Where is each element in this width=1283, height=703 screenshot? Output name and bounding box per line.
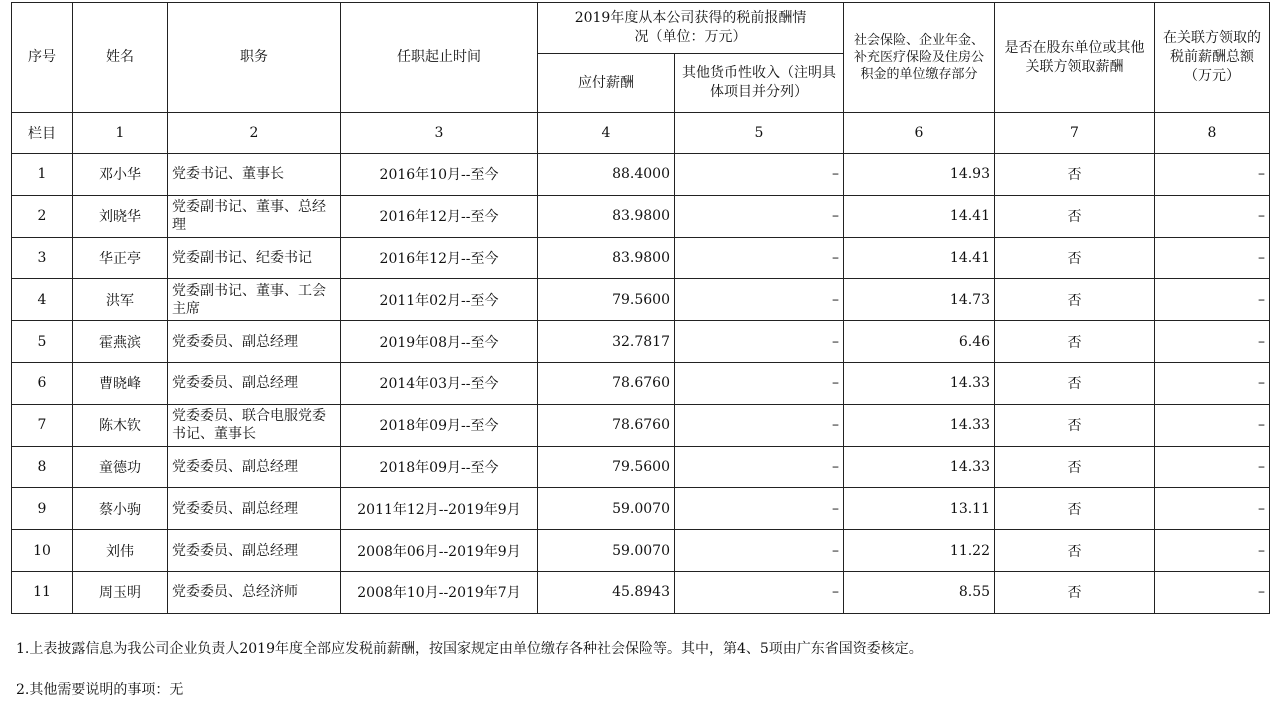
cell-shareholder-pay: 否 (995, 446, 1155, 488)
column-number: 1 (73, 113, 168, 154)
cell-seq: 9 (12, 488, 73, 530)
cell-social-insurance: 11.22 (844, 530, 995, 572)
cell-name: 周玉明 (73, 571, 168, 613)
cell-social-insurance: 14.33 (844, 446, 995, 488)
header-name: 姓名 (73, 3, 168, 113)
table-row (12, 195, 1270, 237)
table-row (12, 321, 1270, 363)
cell-related-total: – (1155, 279, 1270, 321)
cell-social-insurance: 14.41 (844, 195, 995, 237)
cell-other-income: – (675, 446, 844, 488)
cell-shareholder-pay: 否 (995, 321, 1155, 363)
table-row (12, 154, 1270, 196)
cell-other-income: – (675, 571, 844, 613)
cell-position: 党委委员、总经济师 (168, 571, 341, 613)
cell-social-insurance: 14.41 (844, 237, 995, 279)
cell-position: 党委委员、副总经理 (168, 362, 341, 404)
cell-name: 刘伟 (73, 530, 168, 572)
cell-payable: 88.4000 (538, 154, 675, 196)
cell-seq: 10 (12, 530, 73, 572)
cell-related-total: – (1155, 446, 1270, 488)
cell-name: 陈木钦 (73, 404, 168, 446)
cell-term: 2016年10月--至今 (341, 154, 538, 196)
cell-payable: 59.0070 (538, 488, 675, 530)
cell-term: 2011年02月--至今 (341, 279, 538, 321)
cell-payable: 79.5600 (538, 279, 675, 321)
cell-shareholder-pay: 否 (995, 530, 1155, 572)
table-row (12, 488, 1270, 530)
cell-term: 2019年08月--至今 (341, 321, 538, 363)
table-row (12, 362, 1270, 404)
cell-position: 党委委员、副总经理 (168, 446, 341, 488)
cell-position: 党委书记、董事长 (168, 154, 341, 196)
cell-term: 2018年09月--至今 (341, 404, 538, 446)
cell-other-income: – (675, 530, 844, 572)
cell-payable: 59.0070 (538, 530, 675, 572)
cell-term: 2016年12月--至今 (341, 195, 538, 237)
column-number: 4 (538, 113, 675, 154)
cell-other-income: – (675, 154, 844, 196)
cell-name: 华正亭 (73, 237, 168, 279)
header-shareholder-pay: 是否在股东单位或其他关联方领取薪酬 (995, 3, 1155, 113)
cell-position: 党委委员、联合电服党委书记、董事长 (168, 404, 341, 446)
cell-payable: 78.6760 (538, 362, 675, 404)
cell-other-income: – (675, 279, 844, 321)
column-number: 7 (995, 113, 1155, 154)
note-1: 1.上表披露信息为我公司企业负责人2019年度全部应发税前薪酬，按国家规定由单位缴存各种社会保险等。其中，第4、5项由广东省国资委核定。 (16, 641, 923, 657)
cell-payable: 83.9800 (538, 237, 675, 279)
cell-position: 党委委员、副总经理 (168, 530, 341, 572)
cell-position: 党委副书记、董事、总经理 (168, 195, 341, 237)
cell-name: 童德功 (73, 446, 168, 488)
cell-social-insurance: 6.46 (844, 321, 995, 363)
table-row (12, 237, 1270, 279)
cell-related-total: – (1155, 195, 1270, 237)
column-number: 2 (168, 113, 341, 154)
header-related-total: 在关联方领取的税前薪酬总额（万元） (1155, 3, 1270, 113)
header-position: 职务 (168, 3, 341, 113)
cell-term: 2011年12月--2019年9月 (341, 488, 538, 530)
cell-shareholder-pay: 否 (995, 362, 1155, 404)
column-number: 5 (675, 113, 844, 154)
cell-seq: 3 (12, 237, 73, 279)
cell-seq: 1 (12, 154, 73, 196)
cell-seq: 6 (12, 362, 73, 404)
note-2: 2.其他需要说明的事项：无 (16, 682, 184, 698)
cell-term: 2008年06月--2019年9月 (341, 530, 538, 572)
cell-seq: 2 (12, 195, 73, 237)
table-row (12, 404, 1270, 446)
cell-name: 曹晓峰 (73, 362, 168, 404)
cell-position: 党委副书记、纪委书记 (168, 237, 341, 279)
header-term: 任职起止时间 (341, 3, 538, 113)
cell-social-insurance: 14.33 (844, 404, 995, 446)
cell-other-income: – (675, 404, 844, 446)
cell-seq: 4 (12, 279, 73, 321)
cell-related-total: – (1155, 154, 1270, 196)
cell-name: 洪军 (73, 279, 168, 321)
cell-payable: 78.6760 (538, 404, 675, 446)
cell-shareholder-pay: 否 (995, 404, 1155, 446)
compensation-table (11, 2, 1270, 614)
header-payable: 应付薪酬 (538, 54, 675, 113)
column-number: 栏目 (12, 113, 73, 154)
cell-seq: 7 (12, 404, 73, 446)
table-row (12, 279, 1270, 321)
cell-term: 2014年03月--至今 (341, 362, 538, 404)
cell-social-insurance: 8.55 (844, 571, 995, 613)
cell-term: 2018年09月--至今 (341, 446, 538, 488)
cell-other-income: – (675, 321, 844, 363)
cell-other-income: – (675, 237, 844, 279)
cell-social-insurance: 13.11 (844, 488, 995, 530)
cell-social-insurance: 14.93 (844, 154, 995, 196)
cell-social-insurance: 14.33 (844, 362, 995, 404)
cell-shareholder-pay: 否 (995, 195, 1155, 237)
cell-related-total: – (1155, 404, 1270, 446)
cell-position: 党委委员、副总经理 (168, 321, 341, 363)
cell-related-total: – (1155, 488, 1270, 530)
cell-payable: 45.8943 (538, 571, 675, 613)
header-row (12, 3, 1270, 54)
cell-related-total: – (1155, 362, 1270, 404)
table-row (12, 571, 1270, 613)
header-pay-group: 2019年度从本公司获得的税前报酬情况（单位：万元） (538, 3, 844, 54)
cell-other-income: – (675, 488, 844, 530)
cell-other-income: – (675, 362, 844, 404)
table-row (12, 446, 1270, 488)
cell-name: 刘晓华 (73, 195, 168, 237)
cell-shareholder-pay: 否 (995, 488, 1155, 530)
column-number: 3 (341, 113, 538, 154)
column-number: 6 (844, 113, 995, 154)
table-row (12, 530, 1270, 572)
cell-seq: 8 (12, 446, 73, 488)
cell-shareholder-pay: 否 (995, 279, 1155, 321)
header-seq: 序号 (12, 3, 73, 113)
cell-name: 蔡小驹 (73, 488, 168, 530)
cell-related-total: – (1155, 571, 1270, 613)
column-number: 8 (1155, 113, 1270, 154)
table-body (12, 154, 1270, 614)
cell-term: 2008年10月--2019年7月 (341, 571, 538, 613)
cell-payable: 32.7817 (538, 321, 675, 363)
cell-seq: 11 (12, 571, 73, 613)
cell-payable: 79.5600 (538, 446, 675, 488)
cell-term: 2016年12月--至今 (341, 237, 538, 279)
cell-social-insurance: 14.73 (844, 279, 995, 321)
cell-related-total: – (1155, 530, 1270, 572)
header-social-insurance: 社会保险、企业年金、补充医疗保险及住房公积金的单位缴存部分 (844, 3, 995, 113)
cell-name: 霍燕滨 (73, 321, 168, 363)
cell-position: 党委委员、副总经理 (168, 488, 341, 530)
cell-position: 党委副书记、董事、工会主席 (168, 279, 341, 321)
cell-seq: 5 (12, 321, 73, 363)
cell-name: 邓小华 (73, 154, 168, 196)
cell-related-total: – (1155, 237, 1270, 279)
cell-shareholder-pay: 否 (995, 571, 1155, 613)
cell-related-total: – (1155, 321, 1270, 363)
cell-payable: 83.9800 (538, 195, 675, 237)
cell-other-income: – (675, 195, 844, 237)
column-number-row (12, 113, 1270, 154)
cell-shareholder-pay: 否 (995, 237, 1155, 279)
cell-shareholder-pay: 否 (995, 154, 1155, 196)
header-other-income: 其他货币性收入（注明具体项目并分列） (675, 54, 844, 113)
